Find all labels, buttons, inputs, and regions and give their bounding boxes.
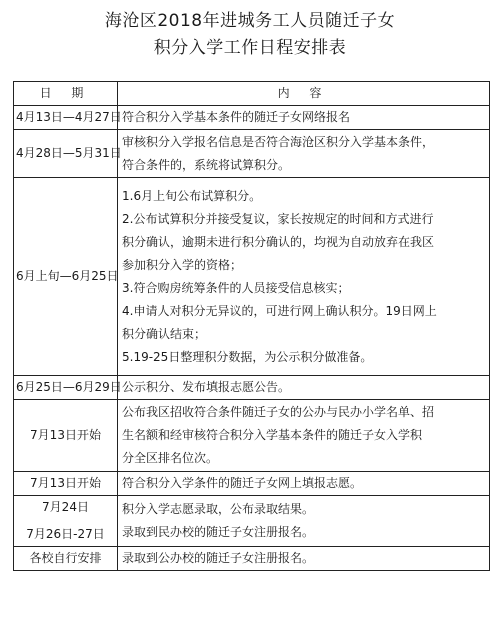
content-line: 4.申请人对积分无异议的，可进行网上确认积分。19日网上 bbox=[122, 303, 437, 318]
page-subtitle: 积分入学工作日程安排表 bbox=[153, 38, 347, 58]
table-row bbox=[14, 496, 490, 547]
content-line: 生名额和经审核符合积分入学基本条件的随迁子女入学积 bbox=[122, 428, 423, 442]
table-row bbox=[14, 547, 490, 571]
date-cell bbox=[14, 547, 118, 571]
content-line: 录取到公办校的随迁子女注册报名。 bbox=[122, 551, 315, 565]
table-row bbox=[14, 472, 490, 496]
table-row bbox=[14, 130, 490, 178]
content-line: 3.符合购房统筹条件的人员接受信息核实； bbox=[122, 280, 350, 295]
content-line: 公示积分、发布填报志愿公告。 bbox=[122, 380, 291, 394]
content-cell bbox=[118, 472, 490, 496]
content-line: 公布我区招收符合条件随迁子女的公办与民办小学名单、招 bbox=[122, 405, 435, 419]
date-cell bbox=[14, 472, 118, 496]
content-line: 5.19-25日整理积分数据，为公示积分做准备。 bbox=[122, 349, 373, 364]
content-line: 1.6月上旬公布试算积分。 bbox=[122, 188, 262, 203]
content-line: 积分确认，逾期未进行积分确认的，均视为自动放弃在我区 bbox=[122, 234, 435, 249]
header-date: 日 期 bbox=[14, 82, 118, 106]
date-cell bbox=[14, 130, 122, 178]
content-line: 参加积分入学的资格； bbox=[122, 257, 243, 272]
date-cell bbox=[14, 376, 122, 400]
date-line: 4月13日—4月27日 bbox=[16, 110, 122, 124]
content-line: 录取到民办校的随迁子女注册报名。 bbox=[122, 525, 315, 539]
date-line: 7月13日开始 bbox=[30, 428, 101, 442]
content-line: 审核积分入学报名信息是否符合海沧区积分入学基本条件， bbox=[122, 134, 435, 149]
table-header-row bbox=[14, 82, 490, 106]
table-row bbox=[14, 178, 490, 376]
content-line: 符合积分入学条件的随迁子女网上填报志愿。 bbox=[122, 476, 363, 490]
content-line: 分全区排名位次。 bbox=[122, 451, 219, 465]
content-cell bbox=[118, 496, 490, 547]
content-cell bbox=[118, 400, 490, 472]
schedule-table bbox=[13, 81, 490, 571]
content-cell bbox=[118, 376, 490, 400]
header-content: 内 容 bbox=[118, 82, 490, 106]
date-line: 7月26日-27日 bbox=[26, 527, 105, 541]
content-line: 积分入学志愿录取，公布录取结果。 bbox=[122, 502, 315, 516]
date-line: 7月24日 bbox=[42, 500, 89, 514]
date-line: 6月25日—6月29日 bbox=[16, 380, 122, 394]
table-row bbox=[14, 400, 490, 472]
content-cell bbox=[118, 106, 490, 130]
table-row bbox=[14, 106, 490, 130]
date-cell bbox=[14, 106, 122, 130]
content-line: 符合条件的，系统将试算积分。 bbox=[122, 157, 291, 172]
content-cell bbox=[118, 178, 490, 376]
date-cell bbox=[14, 178, 118, 376]
table-row bbox=[14, 376, 490, 400]
content-line: 符合积分入学基本条件的随迁子女网络报名 bbox=[122, 110, 351, 124]
content-line: 2.公布试算积分并接受复议，家长按规定的时间和方式进行 bbox=[122, 211, 434, 226]
page-title: 海沧区2018年进城务工人员随迁子女 bbox=[104, 11, 396, 31]
content-cell bbox=[118, 130, 490, 178]
date-cell bbox=[14, 496, 118, 547]
date-line: 6月上旬—6月25日 bbox=[16, 269, 119, 283]
date-cell bbox=[14, 400, 118, 472]
date-line: 7月13日开始 bbox=[30, 476, 101, 490]
date-line: 各校自行安排 bbox=[29, 551, 102, 565]
content-line: 积分确认结束； bbox=[122, 326, 207, 341]
content-cell bbox=[118, 547, 490, 571]
date-line: 4月28日—5月31日 bbox=[16, 146, 122, 160]
